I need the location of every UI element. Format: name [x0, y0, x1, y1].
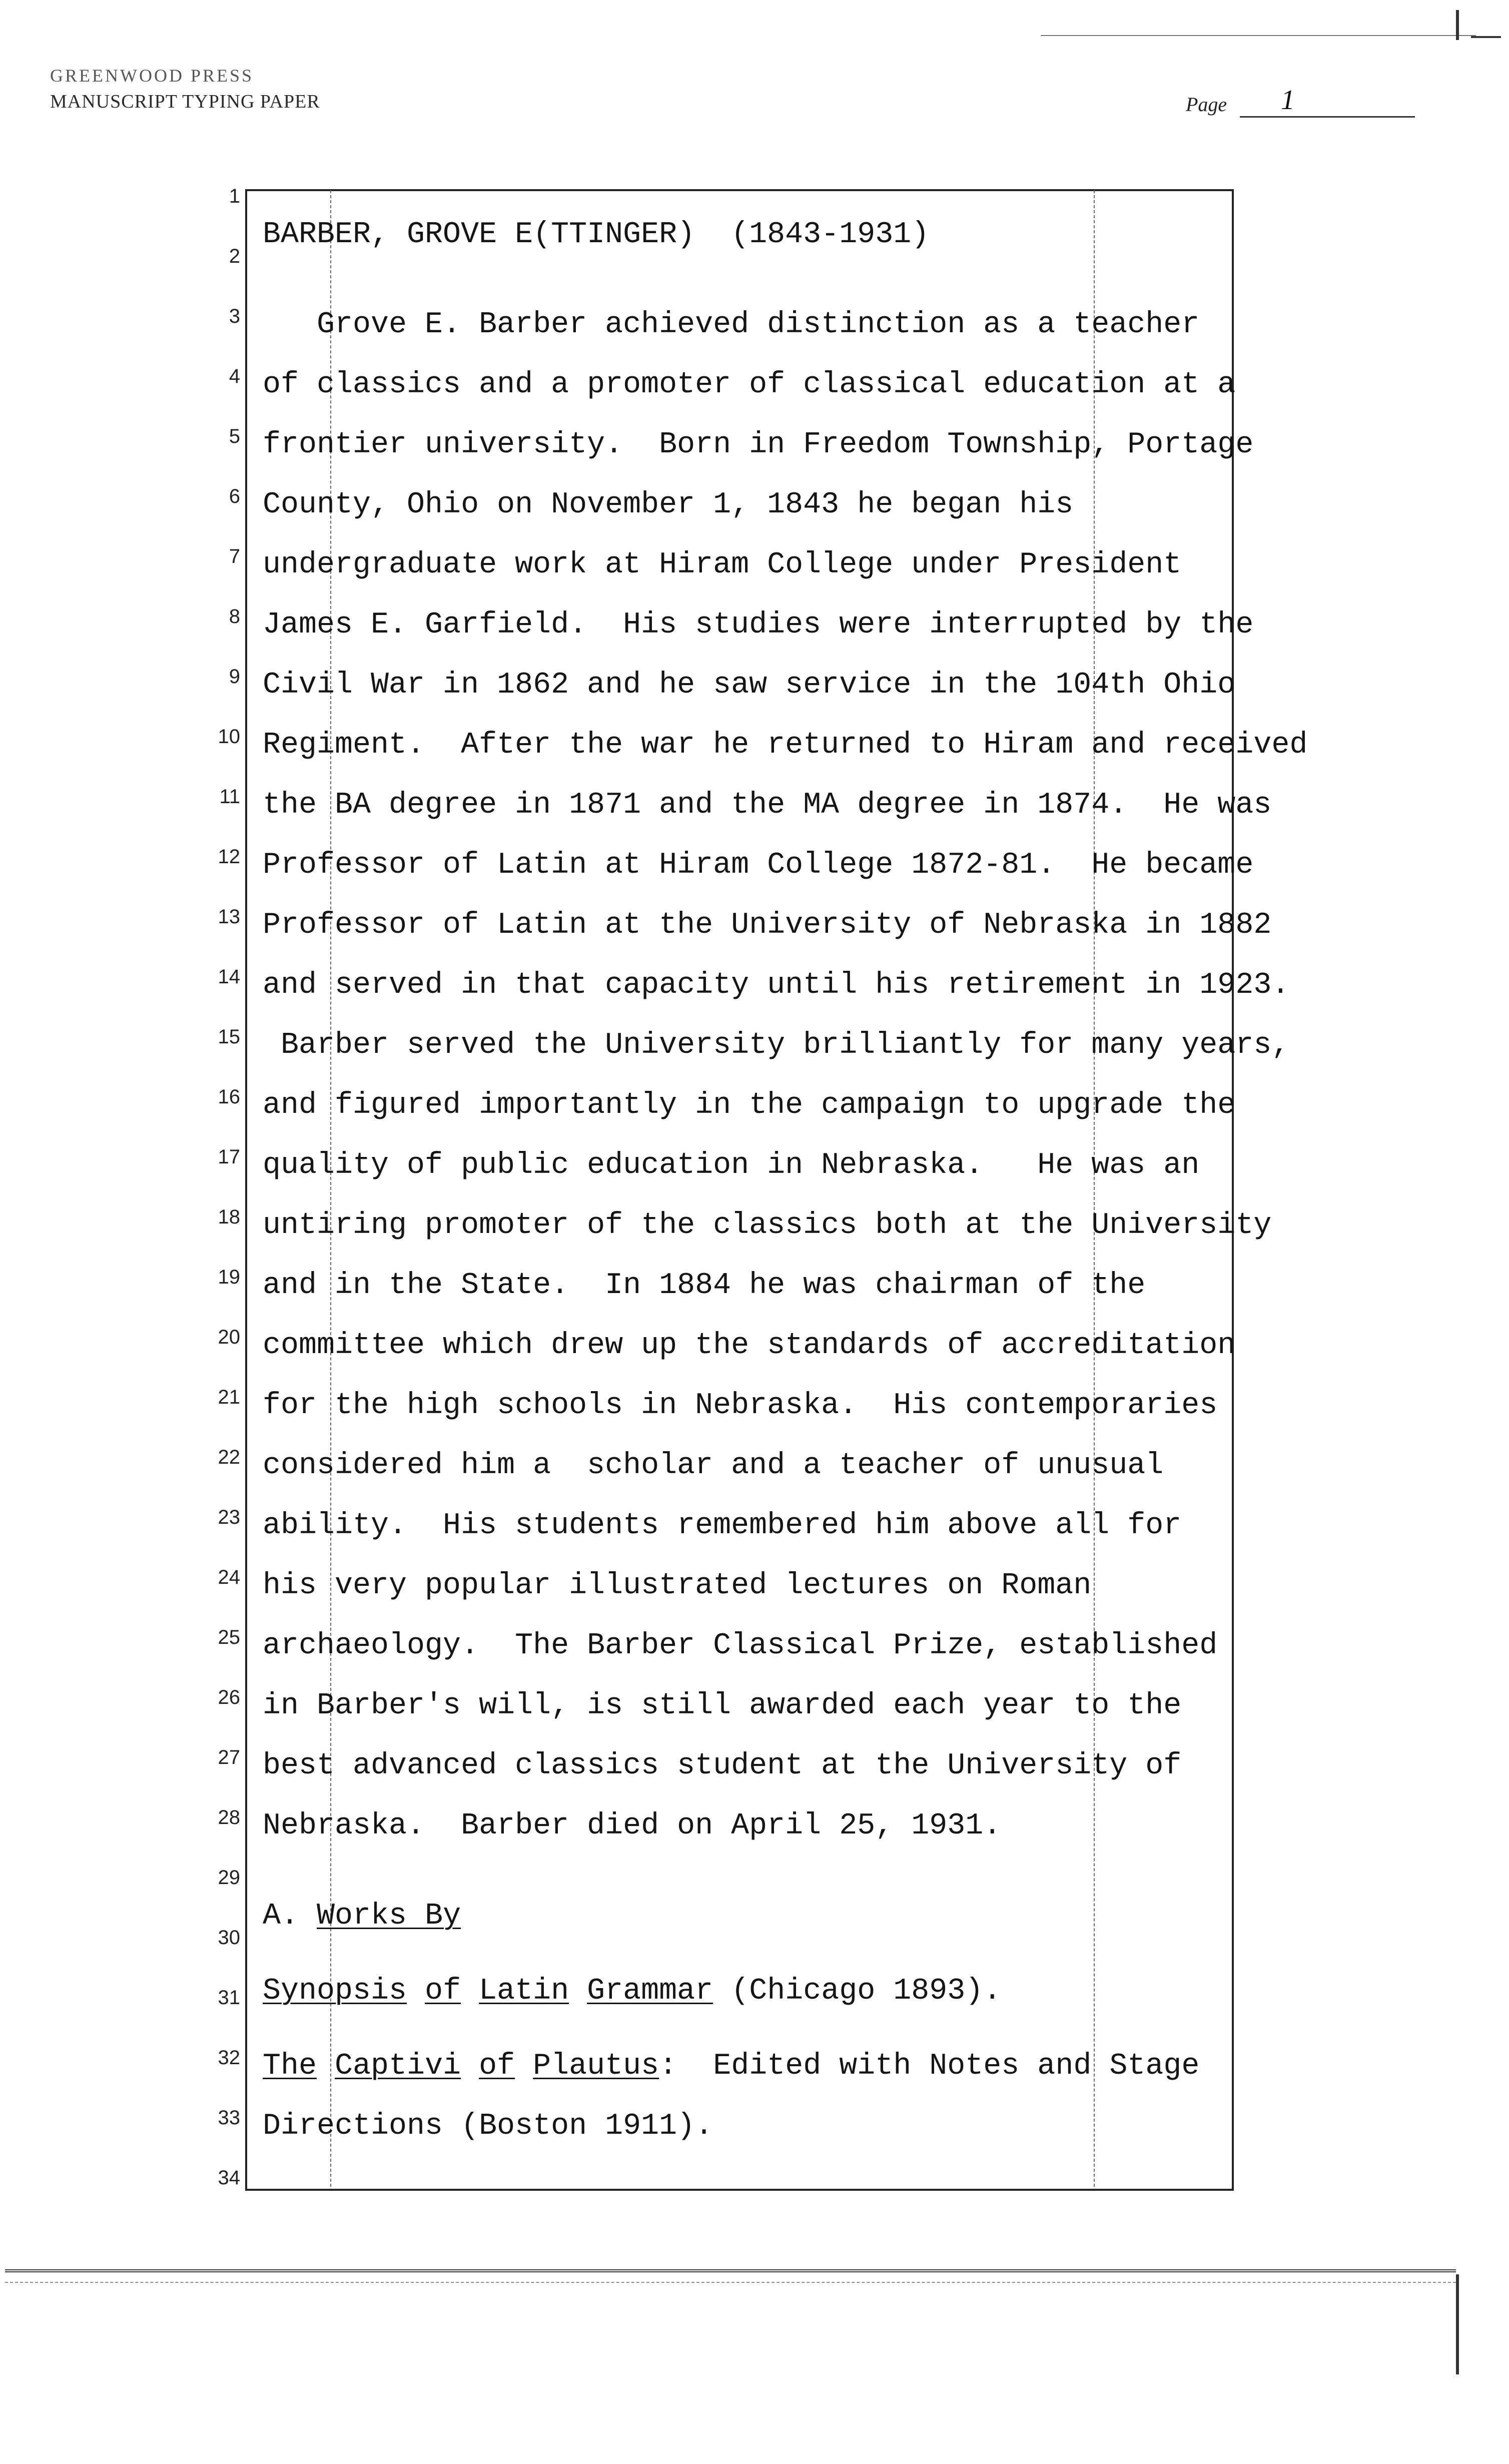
works-heading — [263, 1899, 461, 1933]
paragraph-line: Regiment. After the war he returned to Hiram and received — [263, 728, 1308, 762]
line-number: 16 — [218, 1086, 240, 1108]
page-number-rule — [1240, 116, 1415, 118]
publisher-name: GREENWOOD PRESS — [50, 66, 254, 86]
line-number: 24 — [218, 1566, 240, 1588]
works-heading-label: Works By — [317, 1899, 461, 1933]
work-publication-info: : Edited with Notes and Stage — [659, 2049, 1200, 2083]
line-number: 26 — [218, 1686, 240, 1708]
work-title-word: Latin — [479, 1974, 569, 2008]
line-number: 32 — [218, 2047, 240, 2069]
paragraph-line: for the high schools in Nebraska. His contemporaries — [263, 1389, 1218, 1423]
paragraph-line: archaeology. The Barber Classical Prize, established — [263, 1629, 1218, 1663]
entry-title: BARBER, GROVE E(TTINGER) (1843-1931) — [263, 218, 930, 252]
paragraph-line: Professor of Latin at the University of Nebraska in 1882 — [263, 908, 1272, 942]
line-number: 30 — [218, 1927, 240, 1949]
work-title-word: The — [263, 2049, 317, 2083]
line-number: 8 — [229, 605, 240, 628]
paragraph-line: committee which drew up the standards of accreditation — [263, 1329, 1236, 1363]
page-number: 1 — [1281, 85, 1295, 116]
paragraph-line: Nebraska. Barber died on April 25, 1931. — [263, 1809, 1002, 1843]
paragraph-line: Civil War in 1862 and he saw service in the 104th Ohio — [263, 668, 1236, 702]
paragraph-line: and served in that capacity until his retirement in 1923. — [263, 968, 1290, 1002]
work-title-word: Captivi — [335, 2049, 461, 2083]
paragraph-line: the BA degree in 1871 and the MA degree in 1874. He was — [263, 788, 1272, 822]
line-number: 1 — [229, 185, 240, 207]
paper-type: MANUSCRIPT TYPING PAPER — [50, 91, 320, 112]
paragraph-line: Barber served the University brilliantly for many years, — [263, 1028, 1290, 1062]
paragraph-line: ability. His students remembered him above all for — [263, 1509, 1182, 1543]
paragraph-line: considered him a scholar and a teacher of unusual — [263, 1449, 1164, 1483]
bottom-edge-rule — [5, 2269, 1456, 2272]
paragraph-line: of classics and a promoter of classical education at a — [263, 368, 1236, 402]
line-number: 3 — [229, 305, 240, 327]
line-number: 34 — [218, 2167, 240, 2189]
paragraph-line: and figured importantly in the campaign to upgrade the — [263, 1088, 1236, 1122]
right-guide-line — [1094, 190, 1095, 2187]
line-number: 5 — [229, 425, 240, 447]
paragraph-line: his very popular illustrated lectures on Roman — [263, 1569, 1092, 1603]
paragraph-line: James E. Garfield. His studies were interrupted by the — [263, 608, 1254, 642]
paragraph-line: best advanced classics student at the University of — [263, 1749, 1182, 1783]
paragraph-line: Grove E. Barber achieved distinction as a teacher — [263, 308, 1200, 342]
line-number: 23 — [218, 1506, 240, 1528]
work-title-word: Grammar — [587, 1974, 713, 2008]
work-publication-info: (Chicago 1893). — [713, 1974, 1002, 2008]
paragraph-line: undergraduate work at Hiram College under President — [263, 548, 1182, 582]
line-number: 17 — [218, 1146, 240, 1168]
line-number: 12 — [218, 846, 240, 868]
page-label: Page — [1186, 93, 1227, 116]
line-number: 11 — [219, 786, 240, 808]
line-number: 7 — [229, 545, 240, 567]
works-heading-prefix: A. — [263, 1899, 317, 1933]
line-number: 22 — [218, 1446, 240, 1468]
line-number: 6 — [229, 485, 240, 507]
line-number: 27 — [218, 1746, 240, 1768]
line-number: 14 — [218, 966, 240, 988]
line-number: 4 — [229, 365, 240, 387]
paragraph-line: and in the State. In 1884 he was chairman of the — [263, 1269, 1146, 1303]
line-number: 31 — [218, 1987, 240, 2009]
bottom-edge-dashes — [5, 2282, 1456, 2283]
line-number: 25 — [218, 1626, 240, 1648]
work-citation-2-continued: Directions (Boston 1911). — [263, 2109, 713, 2143]
paragraph-line: untiring promoter of the classics both at the University — [263, 1208, 1272, 1243]
line-number: 20 — [218, 1326, 240, 1348]
paragraph-line: quality of public education in Nebraska. He was an — [263, 1148, 1200, 1182]
top-edge-rule — [1041, 35, 1476, 36]
paper-header — [50, 63, 320, 115]
line-number: 21 — [218, 1386, 240, 1408]
corner-dash — [1471, 36, 1501, 38]
line-number: 15 — [218, 1026, 240, 1048]
work-citation-1 — [263, 1974, 1001, 2008]
line-number: 33 — [218, 2107, 240, 2129]
work-title-word: Synopsis — [263, 1974, 407, 2008]
work-title-word: of — [479, 2049, 515, 2083]
corner-mark — [1456, 10, 1474, 40]
line-number: 29 — [218, 1867, 240, 1889]
line-number: 10 — [218, 726, 240, 748]
paragraph-line: in Barber's will, is still awarded each year to the — [263, 1689, 1182, 1723]
line-number: 28 — [218, 1806, 240, 1828]
bottom-corner-mark — [1456, 2274, 1459, 2374]
line-number: 19 — [218, 1266, 240, 1288]
paragraph-line: County, Ohio on November 1, 1843 he began his — [263, 488, 1074, 522]
line-number: 2 — [229, 245, 240, 267]
work-title-word: of — [425, 1974, 461, 2008]
work-citation-2 — [263, 2049, 1199, 2083]
work-title-word: Plautus — [533, 2049, 659, 2083]
paragraph-line: frontier university. Born in Freedom Township, Portage — [263, 428, 1254, 462]
line-number: 18 — [218, 1206, 240, 1228]
paragraph-line: Professor of Latin at Hiram College 1872-81. He became — [263, 848, 1254, 882]
line-number: 13 — [218, 906, 240, 928]
line-number: 9 — [229, 666, 240, 688]
